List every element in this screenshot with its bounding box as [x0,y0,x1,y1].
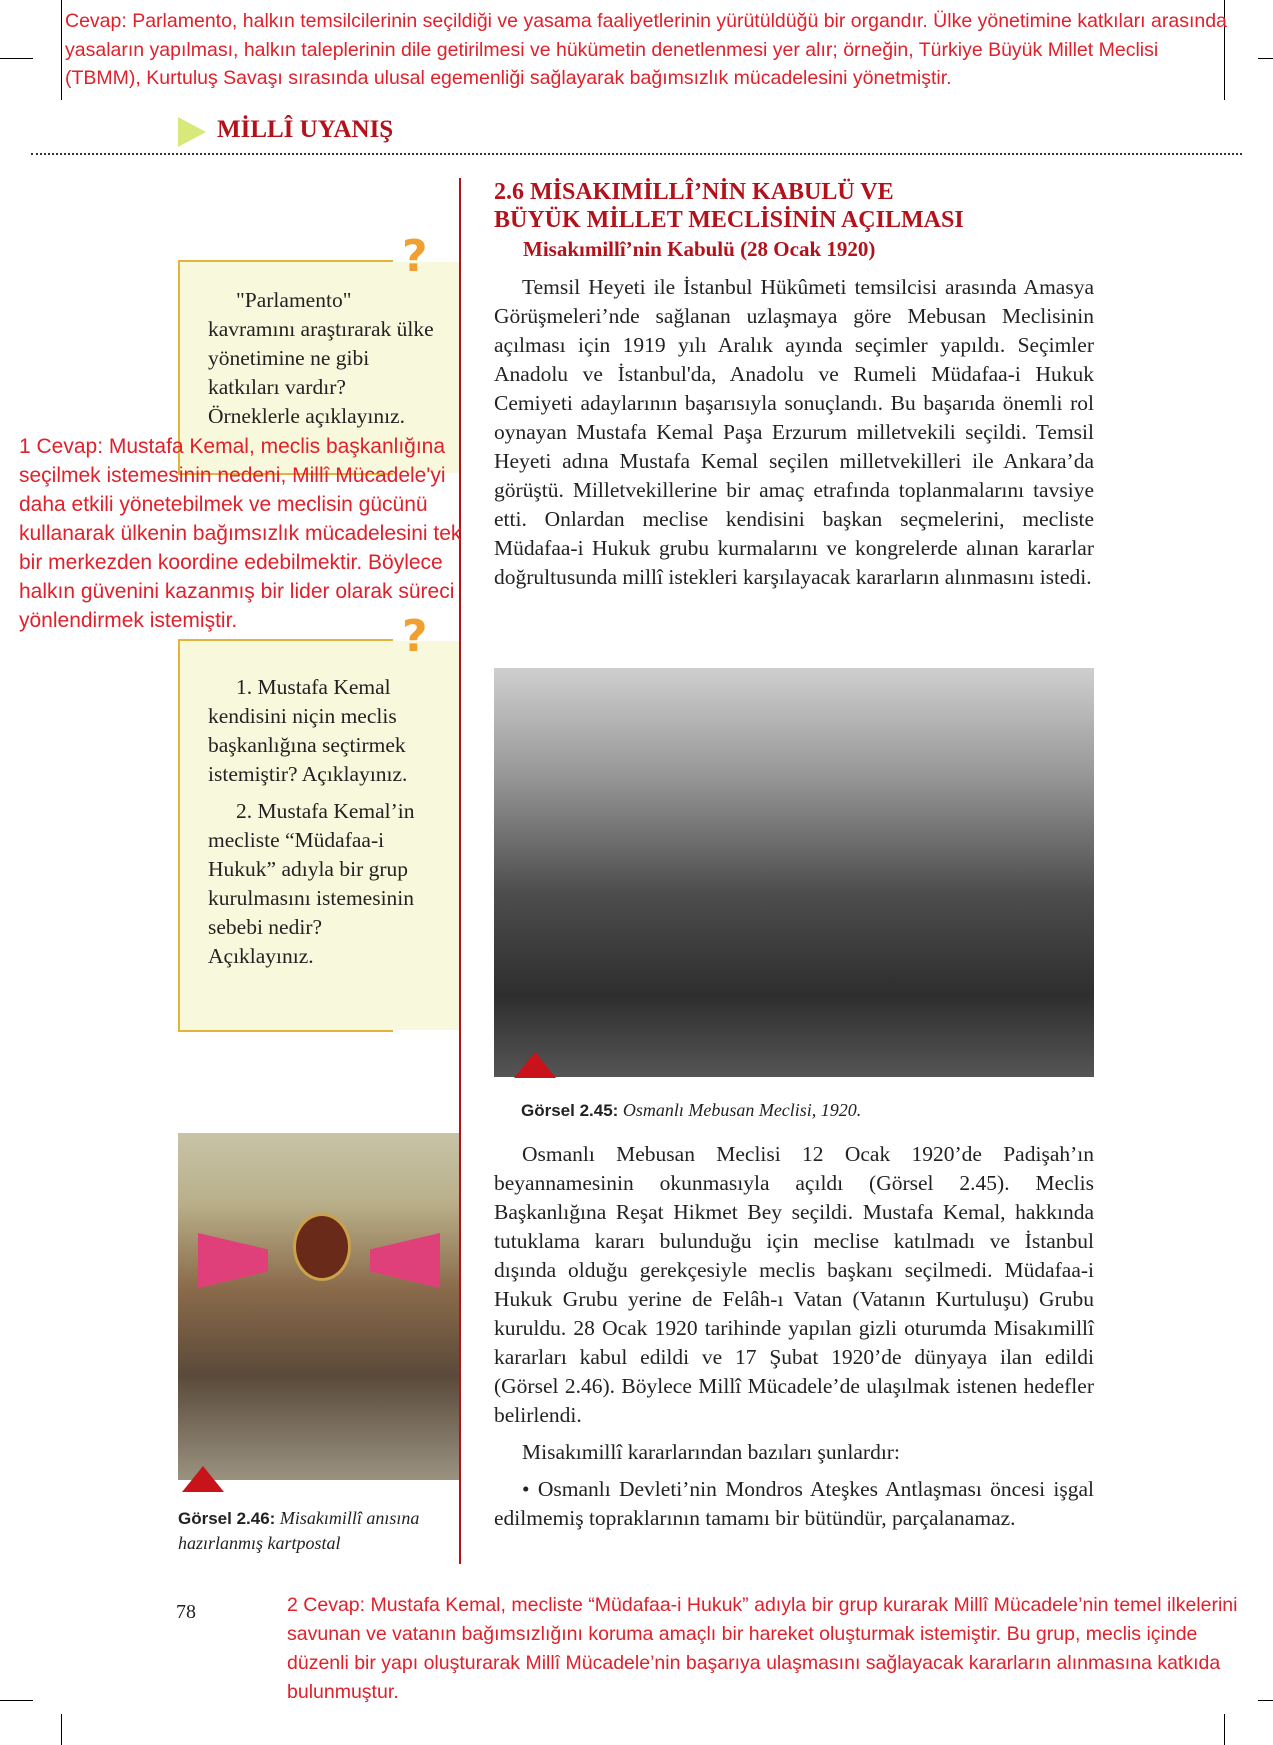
answer-top: Cevap: Parlamento, halkın temsilcilerinin seçildiği ve yasama faaliyetlerinin yürütüldüğü bir organdır. Ülke yönetimine katkıları arasında yasaların yapılması, halkın taleplerinin dile getirilmesi ve hükümetin denetlenmesi yer alır; örneğin, Türkiye Büyük Millet Meclisi (TBMM), Kurtuluş Savaşı sırasında ulusal egemenliği sağlayarak bağımsızlık mücadelesini yönetmiştir. [65,10,1227,89]
flag-left [198,1233,268,1288]
section-title-line: 2.6 MİSAKIMİLLÎ’NİN KABULÜ VE [494,179,894,205]
paragraph-1 [494,273,1094,592]
crop-mark [61,1714,62,1745]
postcard-image [178,1133,460,1480]
section-title [494,178,964,234]
caption-text: Osmanlı Mebusan Meclisi, 1920. [618,1100,862,1120]
unit-title: MİLLÎ UYANIŞ [217,116,394,143]
crop-mark [61,0,62,100]
crop-mark [0,1700,33,1701]
crop-mark [1258,58,1273,59]
flag-right [370,1233,440,1288]
crop-mark [1258,1700,1273,1701]
paragraph-text: Osmanlı Mebusan Meclisi 12 Ocak 1920’de Padişah’ın beyannamesinin okunmasıyla açıldı (Görsel 2.45). Meclis Başkanlığına Reşat Hikmet Bey seçildi. Mustafa Kemal, hakkında tutuklama kararı bulunduğu için meclise katılmadı ve İstanbul dışında olduğu gerekçesiyle meclis başkanı seçilmedi. Müdafaa-i Hukuk Grubu yerine de Felâh-ı Vatan (Vatanın Kurtuluşu) Grubu kuruldu. 28 Ocak 1920 tarihinde yapılan gizli oturumda Misakımillî kararları kabul edildi ve 17 Şubat 1920’de dünyaya ilan edildi (Görsel 2.46). Böylece Millî Mücadele’de ulaşılmak istenen hedefler belirlendi. [494,1142,1094,1427]
section-arrow-icon [178,117,206,147]
question-mark-icon: ? [402,231,428,282]
question-text: 2. Mustafa Kemal’in mecliste “Müdafaa-i Hukuk” adıyla bir grup kurulmasını istemesinin sebebi nedir? Açıklayınız. [208,799,415,968]
section-title-line: BÜYÜK MİLLET MECLİSİNİN AÇILMASI [494,207,964,233]
page-number: 78 [176,1601,196,1623]
paragraph-text: Temsil Heyeti ile İstanbul Hükûmeti temsilcisi arasında Amasya Görüşmeleri’nde sağlanan uzlaşmaya göre Mebusan Meclisinin açılması için 1919 yılı Aralık ayında seçimler yapıldı. Seçimler Anadolu ve İstanbul'da, Anadolu ve Rumeli Müdafaa-i Hukuk Cemiyeti adaylarının başarısıyla sonuçlandı. Bu başarıda önemli rol oynayan Mustafa Kemal Paşa Erzurum milletvekili seçildi. Temsil Heyeti adına Mustafa Kemal seçilen milletvekilleri ile Ankara’da görüştü. Milletvekillerine bir amaç etrafında toplanmalarını tavsiye etti. Onlardan meclise kendisini başkan seçmelerini, mecliste Müdafaa-i Hukuk grubu kurmalarını ve kongrelerde alınan kararlar doğrultusunda millî istekleri karşılayacak kararların alınmasını istedi. [494,275,1094,589]
answer-1: 1 Cevap: Mustafa Kemal, meclis başkanlığına seçilmek istemesinin nedeni, Millî Mücadele'yi daha etkili yönetebilmek ve meclisin gücünü kullanarak ülkenin bağımsızlık mücadelesini tek bir merkezden koordine edebilmektir. Böylece halkın güvenini kazanmış bir lider olarak süreci yönlendirmek istemiştir. [19,435,462,632]
paragraph-2 [494,1140,1094,1533]
photo-mebusan-meclisi [494,668,1094,1077]
column-divider [459,178,461,1564]
caption-245 [521,1100,861,1121]
bullet-item: • Osmanlı Devleti’nin Mondros Ateşkes Antlaşması öncesi işgal edilmemiş topraklarının tamamı bir bütündür, parçalanamaz. [494,1477,1094,1530]
crop-mark [1224,1714,1225,1745]
divider [31,153,1242,155]
caption-label: Görsel 2.45: [521,1101,619,1120]
paragraph-text: Misakımillî kararlarından bazıları şunlardır: [522,1440,900,1464]
question-text: 1. Mustafa Kemal kendisini niçin meclis başkanlığına seçtirmek istemiştir? Açıklayınız. [208,675,408,786]
answer-2: 2 Cevap: Mustafa Kemal, mecliste “Müdafaa-i Hukuk” adıyla bir grup kurarak Millî Mücadele’nin temel ilkelerini savunan ve vatanın bağımsızlığını koruma amaçlı bir hareket oluşturmak istemiştir. Bu grup, meclis içinde düzenli bir yapı oluşturarak Millî Mücadele’nin başarıya ulaşmasını sağlayacak kararların alınmasına katkıda bulunmuştur. [287,1594,1238,1703]
caption-label: Görsel 2.46: [178,1509,276,1528]
caption-text: Misakımillî anısına hazırlanmış kartpostal [178,1508,420,1553]
figure-marker-icon [182,1466,224,1492]
question-text: "Parlamento" kavramını araştırarak ülke yönetimine ne gibi katkıları vardır? Örneklerle açıklayınız. [208,288,434,428]
question-mark-icon: ? [402,611,428,662]
section-subtitle: Misakımillî’nin Kabulü (28 Ocak 1920) [523,237,876,261]
portrait-medallion [293,1213,351,1281]
figure-marker-icon [514,1052,556,1078]
caption-246 [178,1506,453,1555]
question-box-2 [178,641,460,1030]
crop-mark [0,58,33,59]
